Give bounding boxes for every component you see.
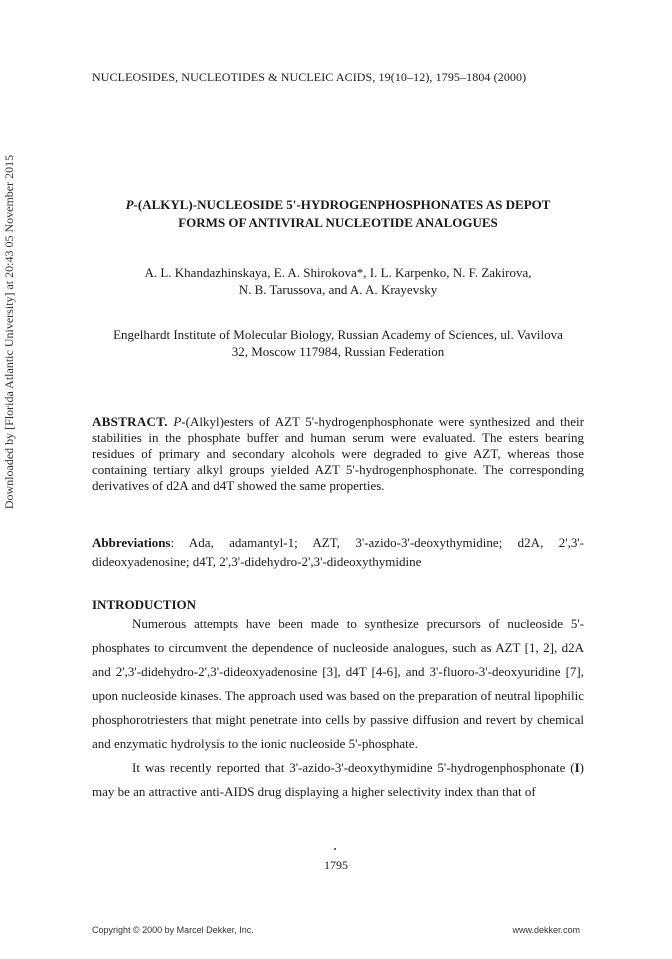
abbreviations: [92, 533, 584, 571]
authors-line2: N. B. Tarussova, and A. A. Krayevsky: [238, 282, 438, 297]
abstract-italic-lead: P: [173, 414, 182, 429]
introduction-heading: INTRODUCTION: [92, 597, 197, 612]
affiliation-line2: 32, Moscow 117984, Russian Federation: [231, 344, 445, 359]
para2-text-before: It was recently reported that 3'-azido-3'-deoxythymidine 5'-hydrogenphosphonate (: [132, 760, 575, 775]
article-title: [88, 196, 588, 232]
copyright-notice: Copyright © 2000 by Marcel Dekker, Inc.: [92, 925, 254, 935]
publisher-website: www.dekker.com: [512, 925, 580, 935]
introduction-paragraph-2: [92, 756, 584, 804]
abstract-heading: ABSTRACT.: [92, 414, 168, 429]
compound-label: I: [574, 760, 580, 775]
title-line2: FORMS OF ANTIVIRAL NUCLEOTIDE ANALOGUES: [178, 215, 498, 230]
introduction-paragraph-1: Numerous attempts have been made to synthesize precursors of nucleoside 5'-phosphates to circumvent the dependence of nucleoside analogues, such as AZT [1, 2], d2A and 2',3'-didehydro-2',3'-dideoxyadenosine [3], d4T [4-6], and 3'-fluoro-3'-deoxyuridine [7], upon nucleoside kinases. The approach used was based on the preparation of neutral lipophilic phosphorotriesters that might penetrate into cells by passive diffusion and revert by chemical and enzymatic hydrolysis to the ionic nucleoside 5'-phosphate.: [92, 616, 584, 751]
introduction-body: [92, 612, 584, 804]
affiliation: [92, 326, 584, 360]
para2-text-after: ) may be an attractive anti-AIDS drug displaying a higher selectivity index than that of: [92, 760, 584, 799]
running-head: NUCLEOSIDES, NUCLEOTIDES & NUCLEIC ACIDS, 19(10–12), 1795–1804 (2000): [92, 70, 527, 84]
abstract-text: -(Alkyl)esters of AZT 5'-hydrogenphosphonate were synthesized and their stabilities in the phosphate buffer and human serum were evaluated. The esters bearing residues of primary and secondary alcohols were degraded to give AZT, whereas those containing tertiary alkyl groups yielded AZT 5'-hydrogenphosphonate. The corresponding derivatives of d2A and d4T showed the same properties.: [92, 414, 584, 493]
title-line1: -(ALKYL)-NUCLEOSIDE 5'-HYDROGENPHOSPHONATES AS DEPOT: [133, 197, 551, 212]
download-watermark: Downloaded by [Florida Atlantic University] at 20:43 05 November 2015: [2, 154, 16, 510]
page-number: 1795: [324, 858, 348, 872]
affiliation-line1: Engelhardt Institute of Molecular Biology, Russian Academy of Sciences, ul. Vavilova: [113, 327, 563, 342]
author-list: [92, 264, 584, 298]
abstract: [92, 414, 584, 494]
authors-line1: A. L. Khandazhinskaya, E. A. Shirokova*, I. L. Karpenko, N. F. Zakirova,: [144, 265, 532, 280]
abbreviations-heading: Abbreviations: [92, 535, 171, 550]
title-italic-prefix: P: [125, 197, 134, 212]
abbreviations-text: : Ada, adamantyl-1; AZT, 3'-azido-3'-deoxythymidine; d2A, 2',3'-dideoxyadenosine; d4T, 2',3'-didehydro-2',3'-dideoxythymidine: [92, 535, 584, 569]
page-mark-dot: [334, 848, 336, 850]
